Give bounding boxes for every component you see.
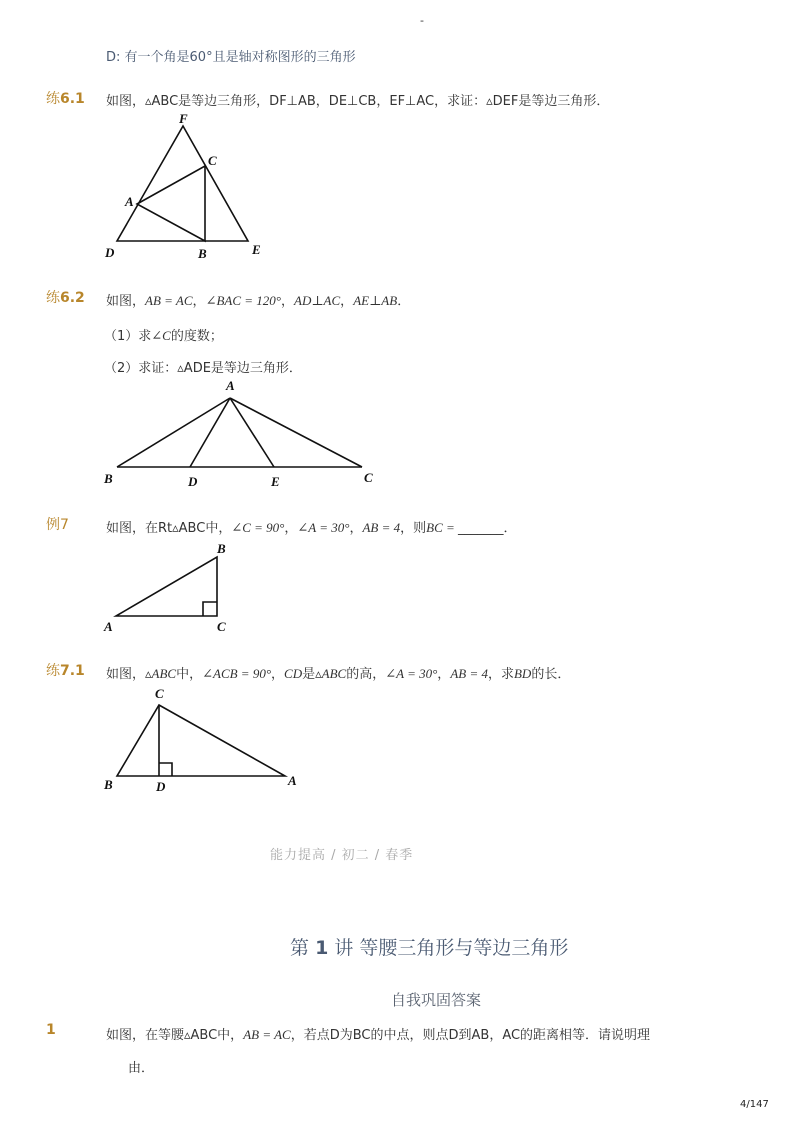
answer-blank: _______ (458, 521, 504, 536)
question-label-1: 1 (46, 1022, 56, 1038)
question-6-2-2: （2）求证：▵ADE是等边三角形． (104, 361, 302, 376)
point-label-c: C (217, 619, 226, 634)
point-label-e: E (271, 474, 280, 489)
example-label-7: 例7 (46, 517, 69, 533)
point-label-b: B (104, 777, 113, 792)
example-text-7: 如图，在Rt▵ABC中，∠C = 90°，∠A = 30°，AB = 4，则BC = _______． (106, 520, 517, 536)
problem-label-6-2: 练6.2 (46, 290, 85, 306)
problem-label-7-1: 练7.1 (46, 663, 85, 679)
point-label-a: A (125, 194, 134, 209)
point-label-c: C (155, 686, 164, 701)
problem-text-7-1: 如图，▵ABC中，∠ACB = 90°，CD是▵ABC的高，∠A = 30°，AB = 4，求BD的长． (106, 666, 571, 682)
point-label-f: F (179, 111, 188, 126)
point-label-c: C (208, 153, 217, 168)
question-text-1-line1: 如图，在等腰▵ABC中，AB = AC，若点D为BC的中点，则点D到AB，AC的距离相等．请说明理 (106, 1027, 651, 1043)
page-number: 4/147 (740, 1099, 769, 1110)
point-label-a: A (104, 619, 113, 634)
problem-text-6-2: 如图，AB = AC，∠BAC = 120°，AD⊥AC，AE⊥AB． (106, 293, 411, 309)
page-footer: 能力提高 / 初二 / 春季 (270, 848, 414, 863)
section-title: 自我巩固答案 (391, 991, 482, 1009)
point-label-d: D (105, 245, 115, 260)
point-label-c: C (364, 470, 373, 485)
point-label-b: B (104, 471, 113, 486)
right-angle-mark (159, 763, 172, 776)
question-6-2-1: （1）求∠C的度数； (104, 328, 223, 344)
top-mark: - (420, 14, 424, 27)
point-label-d: D (188, 474, 198, 489)
point-label-a: A (226, 378, 235, 393)
problem-label-6-1: 练6.1 (46, 91, 85, 107)
problem-text-6-1: 如图，▵ABC是等边三角形，DF⊥AB，DE⊥CB，EF⊥AC，求证：▵DEF是等边三角形． (106, 94, 610, 109)
lecture-title: 第 1 讲 等腰三角形与等边三角形 (290, 937, 569, 959)
option-d: D: 有一个角是60°且是轴对称图形的三角形 (106, 50, 356, 65)
point-label-d: D (156, 779, 166, 794)
point-label-a: A (288, 773, 297, 788)
point-label-b: B (217, 541, 226, 556)
question-text-1-line2: 由． (128, 1061, 155, 1076)
point-label-b: B (198, 246, 207, 261)
point-label-e: E (252, 242, 261, 257)
